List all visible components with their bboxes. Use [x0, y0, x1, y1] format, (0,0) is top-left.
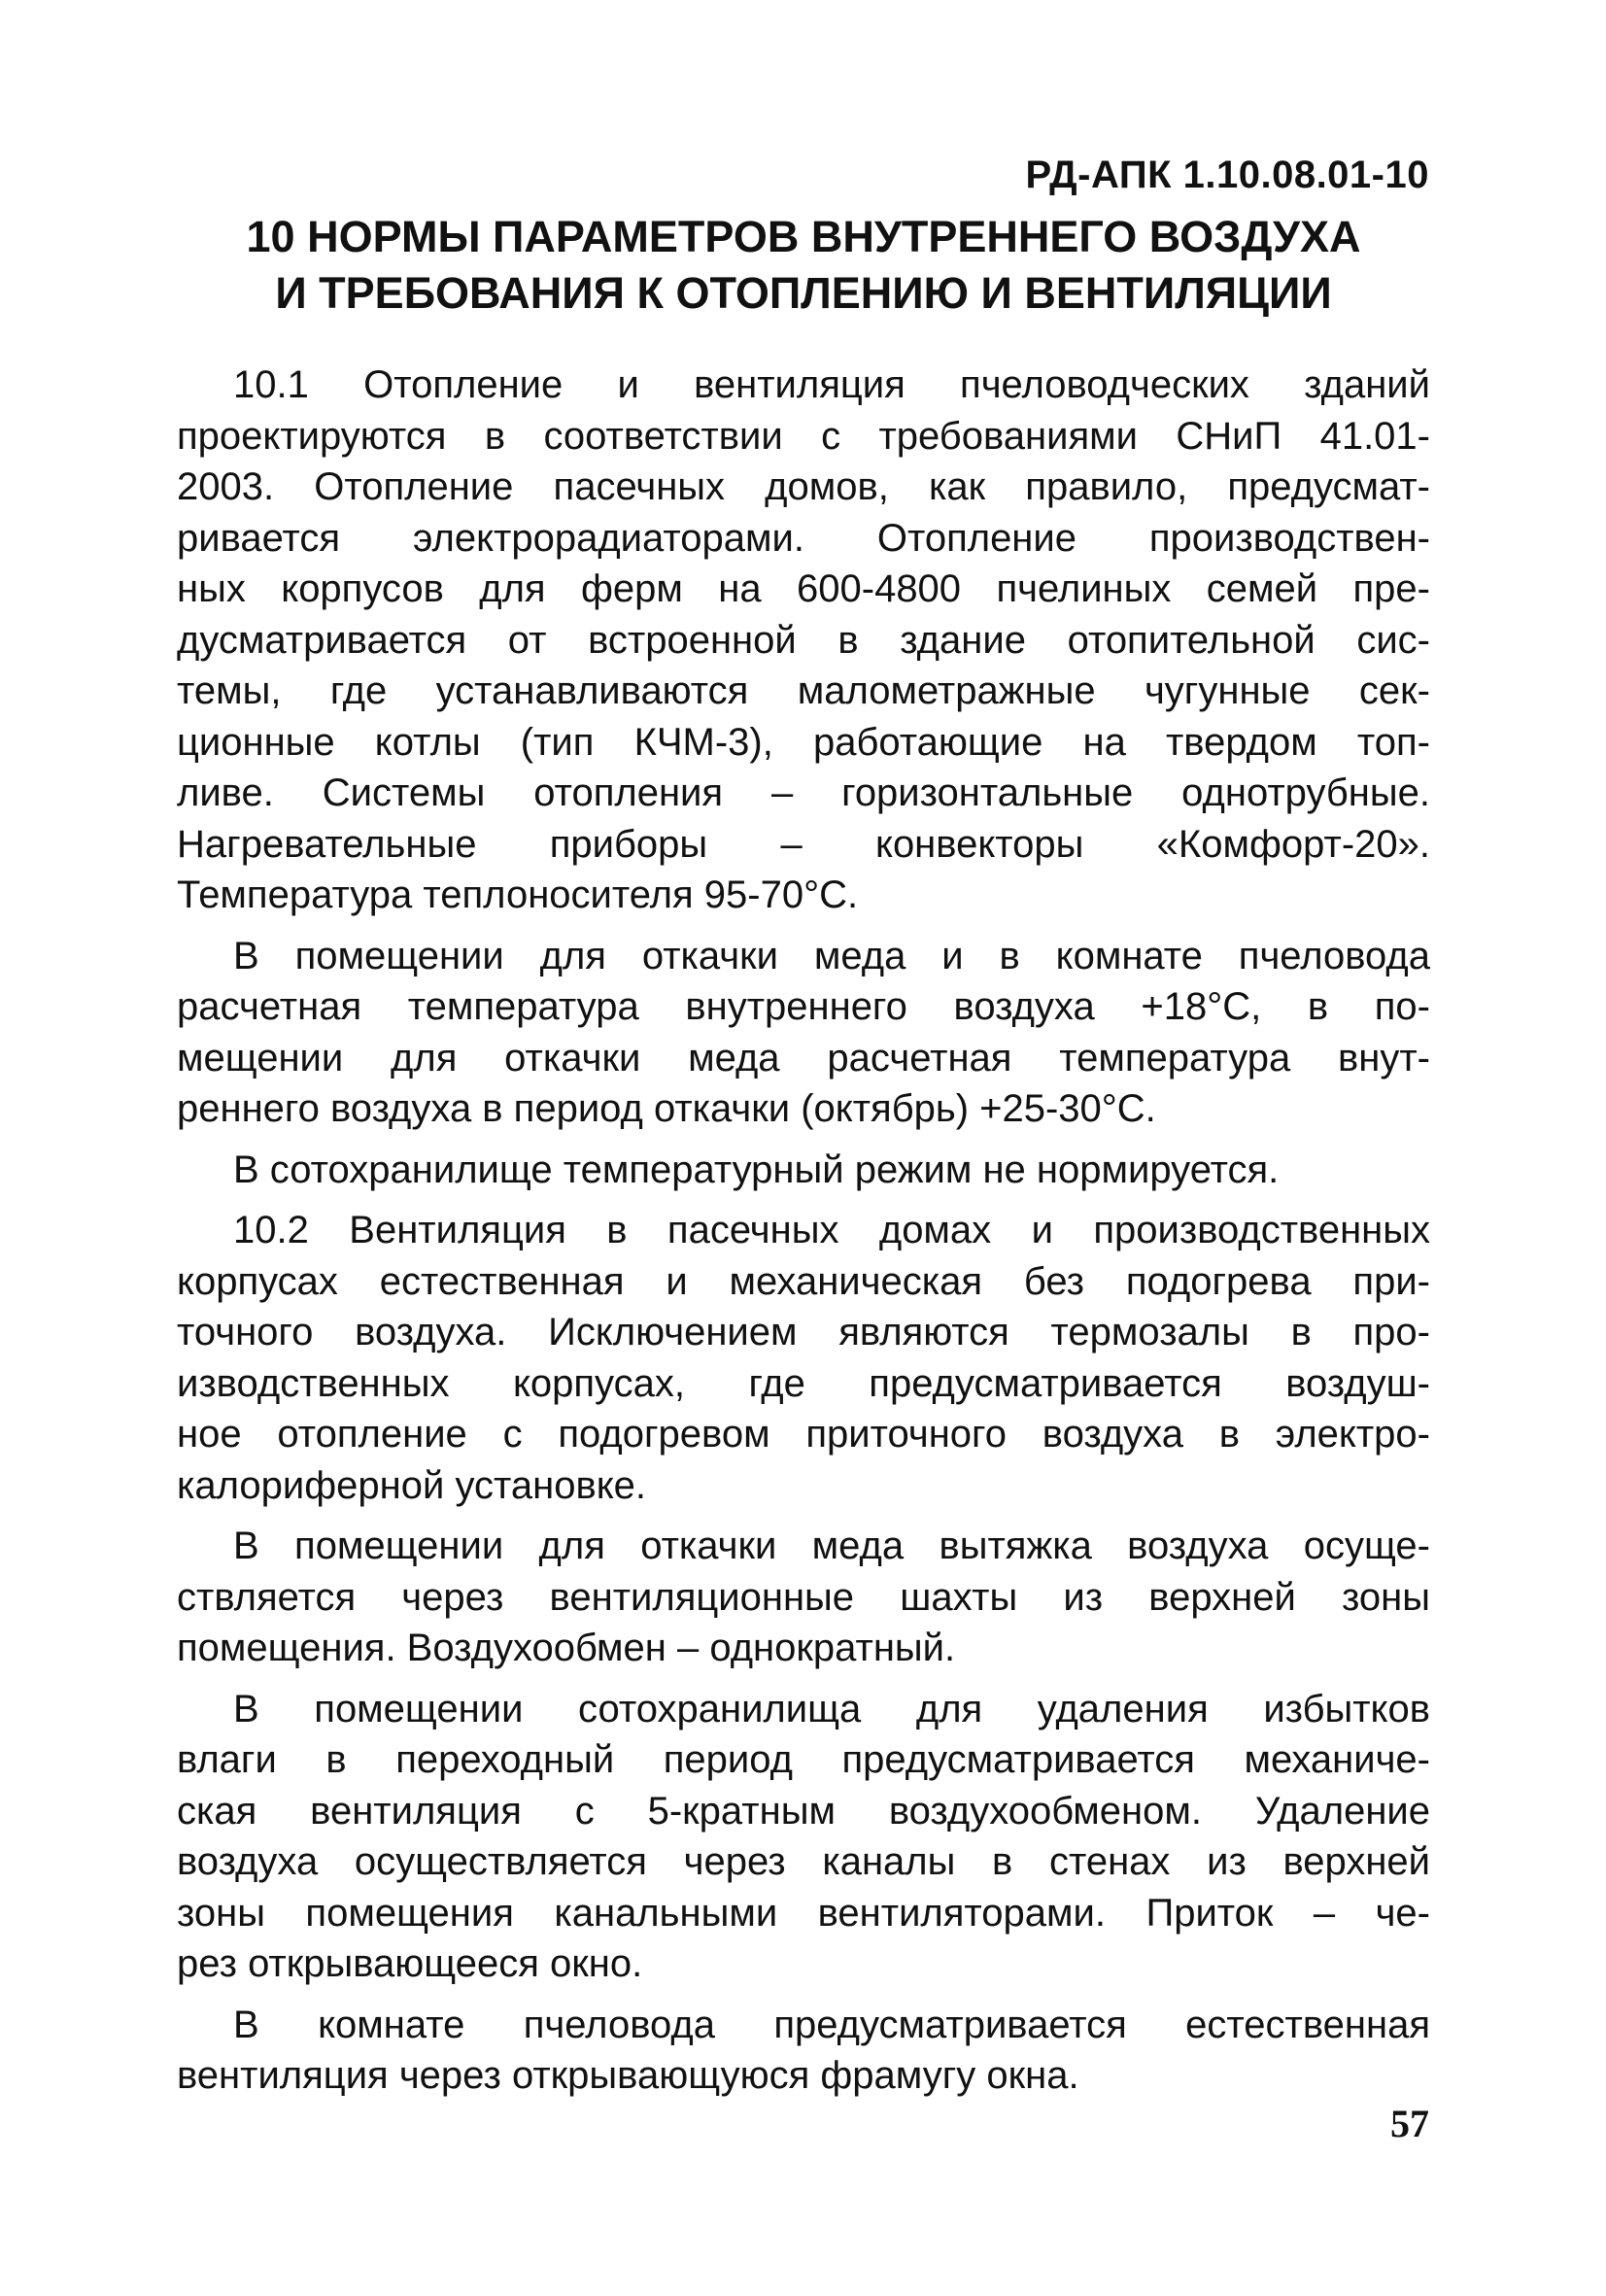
paragraph-line: воздуха осуществляется через каналы в стенах из верхней	[177, 1840, 1430, 1883]
paragraph-line: ливе. Системы отопления – горизонтальные однотрубные.	[177, 771, 1430, 814]
paragraph-line: помещения. Воздухообмен – однократный.	[177, 1627, 956, 1669]
paragraph	[177, 1521, 1430, 1674]
body-text	[177, 360, 1430, 2111]
paragraph-line: корпусах естественная и механическая без подогрева при-	[177, 1259, 1430, 1303]
paragraph-line: ствляется через вентиляционные шахты из верхней зоны	[177, 1575, 1430, 1619]
paragraph-line: ривается электрорадиаторами. Отопление производствен-	[177, 516, 1430, 560]
paragraph-line: ская вентиляция с 5-кратным воздухообменом. Удаление	[177, 1789, 1430, 1833]
paragraph-line: реннего воздуха в период откачки (октябрь) +25-30°С.	[177, 1087, 1156, 1130]
section-title-line: 10 НОРМЫ ПАРАМЕТРОВ ВНУТРЕННЕГО ВОЗДУХА	[246, 212, 1361, 261]
paragraph-line: дусматривается от встроенной в здание отопительной сис-	[177, 618, 1430, 662]
section-title-line: И ТРЕБОВАНИЯ К ОТОПЛЕНИЮ И ВЕНТИЛЯЦИИ	[275, 268, 1332, 318]
paragraph-line: 2003. Отопление пасечных домов, как правило, предусмат-	[177, 465, 1430, 508]
paragraph-line: зоны помещения канальными вентиляторами. Приток – че-	[177, 1891, 1430, 1935]
section-title	[177, 209, 1430, 322]
paragraph-line: В комнате пчеловода предусматривается естественная	[233, 2003, 1430, 2046]
document-code: РД-АПК 1.10.08.01-10	[1025, 154, 1429, 196]
paragraph-line: ных корпусов для ферм на 600-4800 пчелиных семей пре-	[177, 567, 1430, 610]
paragraph-line: расчетная температура внутреннего воздуха +18°С, в по-	[177, 985, 1430, 1028]
paragraph-line: темы, где устанавливаются малометражные чугунные сек-	[177, 669, 1430, 712]
paragraph-line: В помещении сотохранилища для удаления избытков	[233, 1687, 1430, 1731]
paragraph-line: точного воздуха. Исключением являются термозалы в про-	[177, 1311, 1430, 1354]
paragraph-line: В сотохранилище температурный режим не нормируется.	[233, 1148, 1280, 1191]
paragraph-line: 10.2 Вентиляция в пасечных домах и производственных	[233, 1209, 1430, 1251]
paragraph-line: В помещении для откачки меда вытяжка воздуха осуще-	[233, 1525, 1430, 1567]
paragraph	[177, 931, 1430, 1135]
paragraph-line: Нагревательные приборы – конвекторы «Комфорт-20».	[177, 822, 1430, 866]
paragraph-line: ционные котлы (тип КЧМ-3), работающие на твердом топ-	[177, 720, 1430, 764]
paragraph	[177, 1684, 1430, 1990]
paragraph-line: Температура теплоносителя 95-70°С.	[177, 874, 859, 916]
paragraph	[177, 1145, 1430, 1196]
paragraph	[177, 2000, 1430, 2102]
paragraph-line: 10.1 Отопление и вентиляция пчеловодческих зданий	[233, 363, 1430, 406]
paragraph-line: изводственных корпусах, где предусматривается воздуш-	[177, 1361, 1430, 1405]
paragraph	[177, 1205, 1430, 1511]
paragraph-line: калориферной установке.	[177, 1463, 647, 1507]
paragraph-line: проектируются в соответствии с требованиями СНиП 41.01-	[177, 414, 1430, 458]
page-number: 57	[1390, 2102, 1429, 2145]
paragraph-line: вентиляция через открывающуюся фрамугу окна.	[177, 2054, 1079, 2097]
paragraph-line: мещении для откачки меда расчетная температура внут-	[177, 1036, 1430, 1079]
paragraph	[177, 360, 1430, 921]
paragraph-line: рез открывающееся окно.	[177, 1942, 643, 1985]
paragraph-line: влаги в переходный период предусматривается механиче-	[177, 1738, 1430, 1781]
paragraph-line: ное отопление с подогревом приточного воздуха в электро-	[177, 1413, 1430, 1456]
paragraph-line: В помещении для откачки меда и в комнате пчеловода	[233, 934, 1430, 977]
